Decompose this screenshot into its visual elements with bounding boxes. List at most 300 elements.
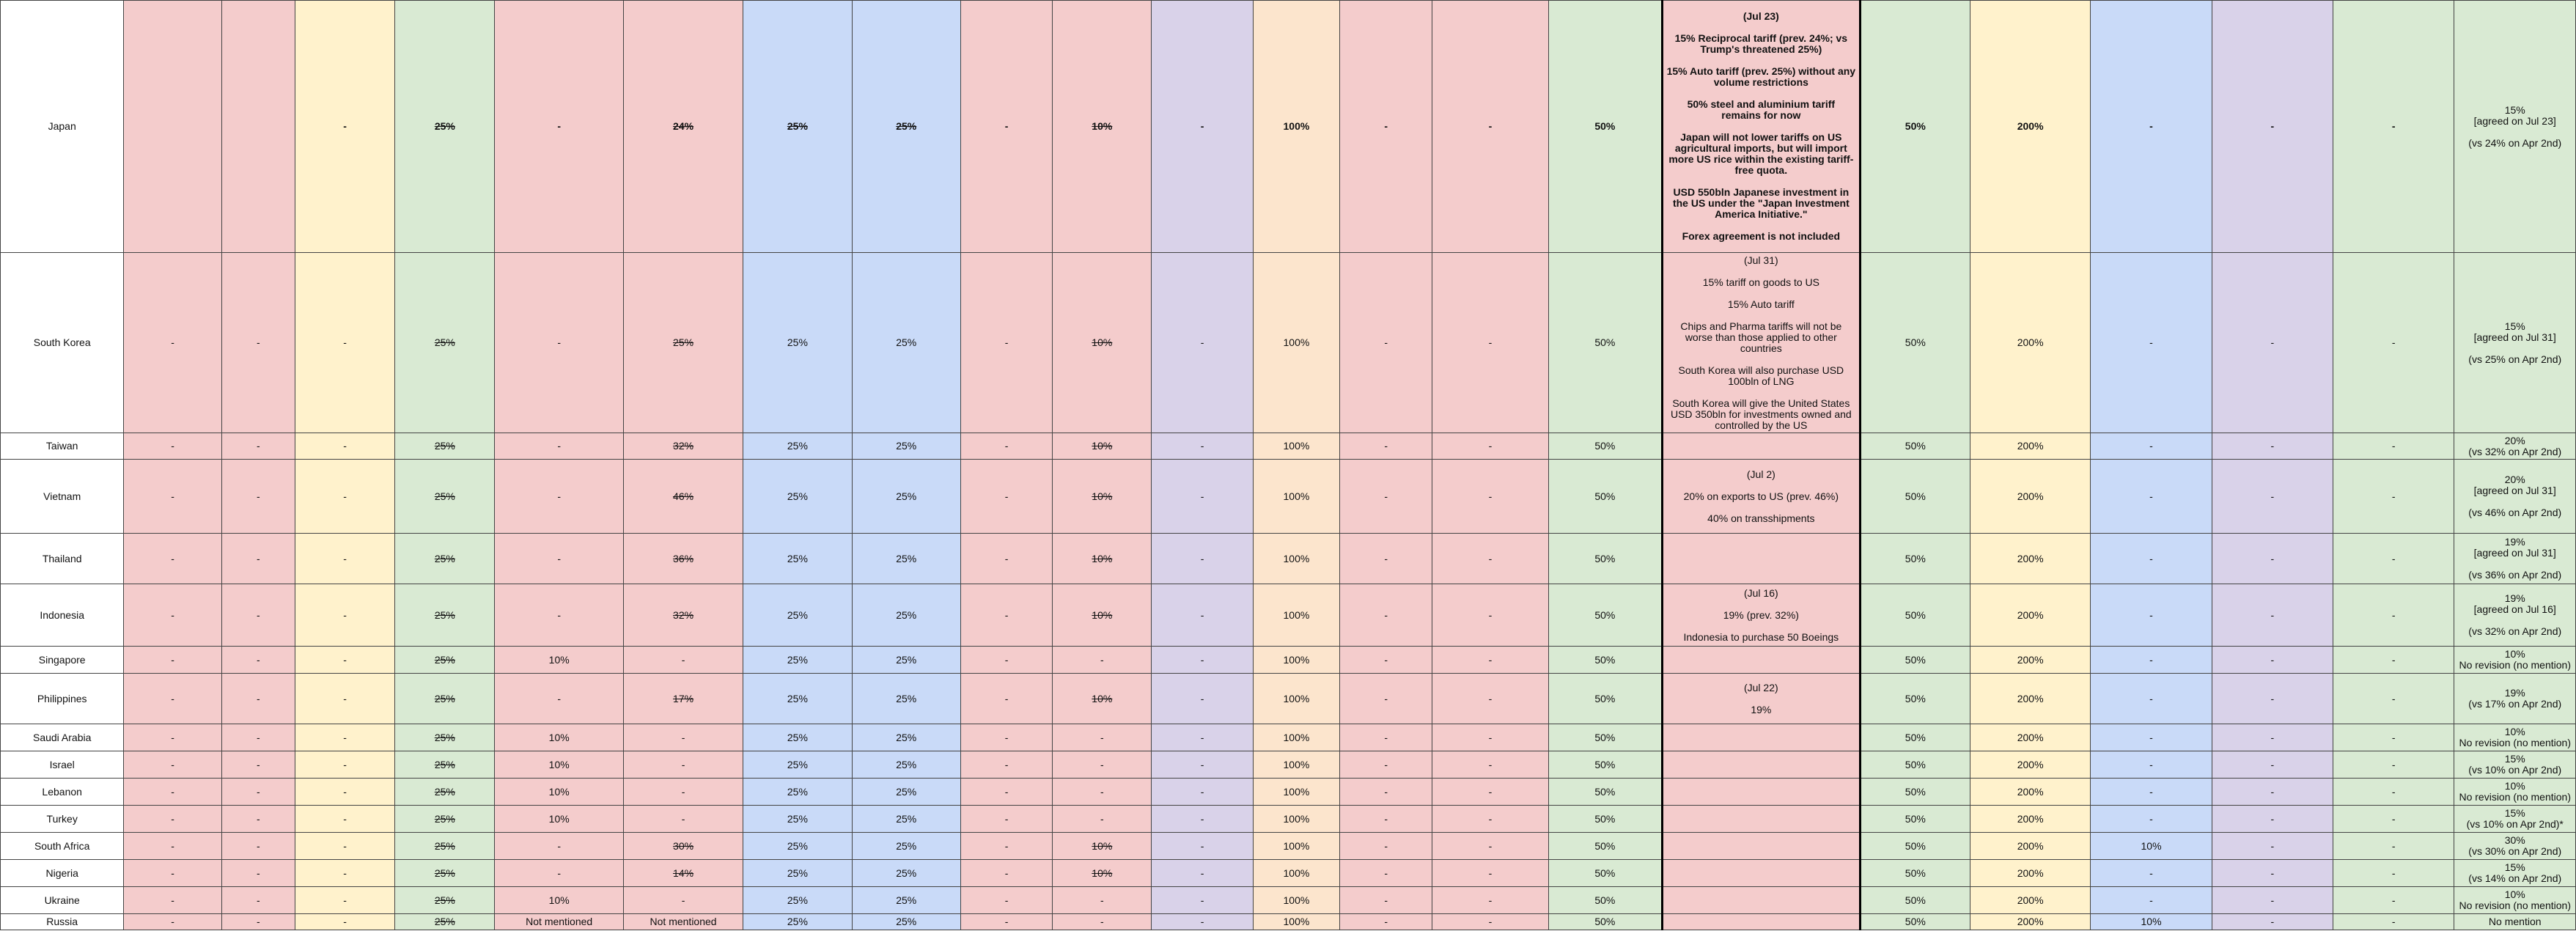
data-cell[interactable] [295, 833, 394, 860]
country-cell[interactable] [1, 534, 124, 584]
data-cell[interactable] [1053, 779, 1152, 806]
data-cell[interactable] [1432, 806, 1548, 833]
data-cell[interactable] [2454, 1, 2576, 253]
data-cell[interactable] [495, 806, 623, 833]
data-cell[interactable] [2212, 460, 2333, 534]
data-cell[interactable] [1860, 647, 1970, 674]
data-cell[interactable] [1253, 724, 1339, 751]
data-cell[interactable] [1548, 1, 1662, 253]
data-cell[interactable] [2212, 833, 2333, 860]
data-cell[interactable] [1152, 860, 1253, 887]
data-cell[interactable] [395, 534, 495, 584]
data-cell[interactable] [1152, 460, 1253, 534]
data-cell[interactable] [495, 674, 623, 724]
data-cell[interactable] [1860, 779, 1970, 806]
data-cell[interactable] [2212, 674, 2333, 724]
data-cell[interactable] [124, 806, 221, 833]
data-cell[interactable] [2333, 806, 2454, 833]
data-cell[interactable] [1253, 779, 1339, 806]
data-cell[interactable] [221, 751, 295, 779]
data-cell[interactable] [1970, 460, 2090, 534]
data-cell[interactable] [1663, 860, 1861, 887]
data-cell[interactable] [1253, 674, 1339, 724]
data-cell[interactable] [2212, 647, 2333, 674]
data-cell[interactable] [124, 647, 221, 674]
country-cell[interactable] [1, 887, 124, 914]
data-cell[interactable] [2091, 584, 2212, 647]
data-cell[interactable] [1340, 433, 1432, 460]
data-cell[interactable] [1340, 253, 1432, 433]
data-cell[interactable] [1152, 674, 1253, 724]
data-cell[interactable] [2454, 860, 2576, 887]
data-cell[interactable] [1860, 433, 1970, 460]
data-cell[interactable] [2454, 751, 2576, 779]
data-cell[interactable] [623, 751, 743, 779]
data-cell[interactable] [221, 584, 295, 647]
data-cell[interactable] [1663, 833, 1861, 860]
data-cell[interactable] [1860, 1, 1970, 253]
data-cell[interactable] [743, 779, 852, 806]
data-cell[interactable] [295, 751, 394, 779]
data-cell[interactable] [395, 914, 495, 930]
data-cell[interactable] [1432, 460, 1548, 534]
data-cell[interactable] [1253, 584, 1339, 647]
country-cell[interactable] [1, 751, 124, 779]
data-cell[interactable] [1860, 914, 1970, 930]
data-cell[interactable] [395, 647, 495, 674]
country-cell[interactable] [1, 779, 124, 806]
data-cell[interactable] [1253, 914, 1339, 930]
data-cell[interactable] [2091, 724, 2212, 751]
data-cell[interactable] [1548, 647, 1662, 674]
data-cell[interactable] [1548, 751, 1662, 779]
data-cell[interactable] [1548, 779, 1662, 806]
data-cell[interactable] [1053, 751, 1152, 779]
data-cell[interactable] [852, 460, 960, 534]
data-cell[interactable] [1340, 806, 1432, 833]
data-cell[interactable] [2333, 914, 2454, 930]
country-cell[interactable] [1, 433, 124, 460]
data-cell[interactable] [1053, 914, 1152, 930]
data-cell[interactable] [1970, 833, 2090, 860]
data-cell[interactable] [221, 833, 295, 860]
data-cell[interactable] [395, 724, 495, 751]
data-cell[interactable] [295, 806, 394, 833]
data-cell[interactable] [395, 1, 495, 253]
data-cell[interactable] [1053, 860, 1152, 887]
data-cell[interactable] [221, 806, 295, 833]
data-cell[interactable] [1432, 914, 1548, 930]
data-cell[interactable] [1663, 647, 1861, 674]
data-cell[interactable] [1053, 887, 1152, 914]
data-cell[interactable] [124, 253, 221, 433]
country-cell[interactable] [1, 914, 124, 930]
data-cell[interactable] [1340, 833, 1432, 860]
data-cell[interactable] [124, 724, 221, 751]
data-cell[interactable] [1152, 833, 1253, 860]
data-cell[interactable] [395, 806, 495, 833]
data-cell[interactable] [960, 647, 1052, 674]
data-cell[interactable] [221, 779, 295, 806]
data-cell[interactable] [2212, 860, 2333, 887]
data-cell[interactable] [1152, 584, 1253, 647]
data-cell[interactable] [395, 460, 495, 534]
data-cell[interactable] [1253, 1, 1339, 253]
country-cell[interactable] [1, 833, 124, 860]
data-cell[interactable] [1663, 779, 1861, 806]
data-cell[interactable] [124, 674, 221, 724]
data-cell[interactable] [1970, 647, 2090, 674]
data-cell[interactable] [1253, 647, 1339, 674]
data-cell[interactable] [395, 674, 495, 724]
data-cell[interactable] [1053, 534, 1152, 584]
data-cell[interactable] [623, 914, 743, 930]
data-cell[interactable] [1970, 674, 2090, 724]
data-cell[interactable] [1053, 674, 1152, 724]
data-cell[interactable] [2091, 1, 2212, 253]
data-cell[interactable] [295, 647, 394, 674]
data-cell[interactable] [960, 534, 1052, 584]
data-cell[interactable] [743, 806, 852, 833]
data-cell[interactable] [2333, 253, 2454, 433]
country-cell[interactable] [1, 806, 124, 833]
data-cell[interactable] [2212, 779, 2333, 806]
data-cell[interactable] [1432, 724, 1548, 751]
data-cell[interactable] [852, 674, 960, 724]
data-cell[interactable] [1152, 534, 1253, 584]
data-cell[interactable] [495, 647, 623, 674]
data-cell[interactable] [743, 674, 852, 724]
data-cell[interactable] [1432, 887, 1548, 914]
data-cell[interactable] [2091, 833, 2212, 860]
data-cell[interactable] [1970, 779, 2090, 806]
data-cell[interactable] [960, 751, 1052, 779]
data-cell[interactable] [295, 674, 394, 724]
data-cell[interactable] [2333, 724, 2454, 751]
data-cell[interactable] [1663, 584, 1861, 647]
data-cell[interactable] [1860, 833, 1970, 860]
data-cell[interactable] [1340, 751, 1432, 779]
data-cell[interactable] [743, 584, 852, 647]
data-cell[interactable] [495, 584, 623, 647]
data-cell[interactable] [1053, 253, 1152, 433]
data-cell[interactable] [1432, 674, 1548, 724]
data-cell[interactable] [960, 833, 1052, 860]
data-cell[interactable] [1340, 887, 1432, 914]
data-cell[interactable] [295, 534, 394, 584]
data-cell[interactable] [1860, 584, 1970, 647]
data-cell[interactable] [1548, 534, 1662, 584]
data-cell[interactable] [395, 253, 495, 433]
data-cell[interactable] [1548, 460, 1662, 534]
data-cell[interactable] [1548, 724, 1662, 751]
data-cell[interactable] [1548, 806, 1662, 833]
data-cell[interactable] [852, 887, 960, 914]
data-cell[interactable] [1663, 914, 1861, 930]
data-cell[interactable] [1053, 1, 1152, 253]
data-cell[interactable] [1152, 724, 1253, 751]
data-cell[interactable] [960, 806, 1052, 833]
data-cell[interactable] [495, 914, 623, 930]
data-cell[interactable] [1860, 751, 1970, 779]
data-cell[interactable] [2333, 860, 2454, 887]
data-cell[interactable] [2333, 887, 2454, 914]
data-cell[interactable] [495, 253, 623, 433]
data-cell[interactable] [2091, 779, 2212, 806]
data-cell[interactable] [1548, 674, 1662, 724]
data-cell[interactable] [1152, 779, 1253, 806]
data-cell[interactable] [221, 534, 295, 584]
data-cell[interactable] [960, 779, 1052, 806]
data-cell[interactable] [623, 460, 743, 534]
data-cell[interactable] [743, 833, 852, 860]
data-cell[interactable] [1860, 806, 1970, 833]
data-cell[interactable] [2333, 751, 2454, 779]
data-cell[interactable] [1432, 433, 1548, 460]
data-cell[interactable] [495, 433, 623, 460]
data-cell[interactable] [743, 724, 852, 751]
data-cell[interactable] [1970, 887, 2090, 914]
data-cell[interactable] [1253, 460, 1339, 534]
data-cell[interactable] [221, 860, 295, 887]
data-cell[interactable] [2454, 806, 2576, 833]
data-cell[interactable] [1253, 253, 1339, 433]
data-cell[interactable] [2212, 914, 2333, 930]
data-cell[interactable] [1152, 1, 1253, 253]
data-cell[interactable] [1152, 433, 1253, 460]
data-cell[interactable] [852, 647, 960, 674]
data-cell[interactable] [623, 253, 743, 433]
data-cell[interactable] [1548, 584, 1662, 647]
data-cell[interactable] [1253, 534, 1339, 584]
data-cell[interactable] [395, 887, 495, 914]
data-cell[interactable] [1053, 584, 1152, 647]
data-cell[interactable] [495, 724, 623, 751]
data-cell[interactable] [221, 433, 295, 460]
data-cell[interactable] [2091, 806, 2212, 833]
data-cell[interactable] [1432, 833, 1548, 860]
data-cell[interactable] [1548, 914, 1662, 930]
data-cell[interactable] [2454, 534, 2576, 584]
data-cell[interactable] [1432, 253, 1548, 433]
data-cell[interactable] [2212, 253, 2333, 433]
data-cell[interactable] [1970, 860, 2090, 887]
data-cell[interactable] [2091, 914, 2212, 930]
data-cell[interactable] [1548, 887, 1662, 914]
data-cell[interactable] [124, 584, 221, 647]
data-cell[interactable] [2212, 887, 2333, 914]
data-cell[interactable] [495, 460, 623, 534]
data-cell[interactable] [1663, 887, 1861, 914]
data-cell[interactable] [2454, 724, 2576, 751]
data-cell[interactable] [1663, 806, 1861, 833]
data-cell[interactable] [1253, 751, 1339, 779]
data-cell[interactable] [2091, 253, 2212, 433]
data-cell[interactable] [395, 833, 495, 860]
data-cell[interactable] [1053, 724, 1152, 751]
data-cell[interactable] [623, 534, 743, 584]
data-cell[interactable] [2454, 779, 2576, 806]
data-cell[interactable] [124, 833, 221, 860]
data-cell[interactable] [395, 584, 495, 647]
data-cell[interactable] [2091, 674, 2212, 724]
data-cell[interactable] [1152, 647, 1253, 674]
country-cell[interactable] [1, 253, 124, 433]
data-cell[interactable] [1253, 860, 1339, 887]
data-cell[interactable] [295, 887, 394, 914]
data-cell[interactable] [1053, 433, 1152, 460]
data-cell[interactable] [960, 584, 1052, 647]
data-cell[interactable] [2091, 751, 2212, 779]
data-cell[interactable] [124, 860, 221, 887]
data-cell[interactable] [743, 751, 852, 779]
data-cell[interactable] [852, 724, 960, 751]
country-cell[interactable] [1, 647, 124, 674]
data-cell[interactable] [1432, 779, 1548, 806]
data-cell[interactable] [295, 914, 394, 930]
data-cell[interactable] [1053, 806, 1152, 833]
data-cell[interactable] [2454, 584, 2576, 647]
data-cell[interactable] [1432, 860, 1548, 887]
data-cell[interactable] [1432, 751, 1548, 779]
data-cell[interactable] [295, 433, 394, 460]
data-cell[interactable] [1340, 647, 1432, 674]
data-cell[interactable] [1970, 724, 2090, 751]
data-cell[interactable] [1970, 1, 2090, 253]
data-cell[interactable] [960, 433, 1052, 460]
data-cell[interactable] [960, 724, 1052, 751]
data-cell[interactable] [295, 724, 394, 751]
country-cell[interactable] [1, 724, 124, 751]
data-cell[interactable] [2333, 1, 2454, 253]
data-cell[interactable] [1970, 751, 2090, 779]
data-cell[interactable] [221, 674, 295, 724]
data-cell[interactable] [2091, 433, 2212, 460]
data-cell[interactable] [221, 724, 295, 751]
data-cell[interactable] [960, 674, 1052, 724]
data-cell[interactable] [1253, 806, 1339, 833]
data-cell[interactable] [1860, 460, 1970, 534]
data-cell[interactable] [295, 253, 394, 433]
data-cell[interactable] [2333, 674, 2454, 724]
data-cell[interactable] [1152, 887, 1253, 914]
data-cell[interactable] [623, 433, 743, 460]
data-cell[interactable] [2212, 751, 2333, 779]
country-cell[interactable] [1, 1, 124, 253]
data-cell[interactable] [2454, 674, 2576, 724]
data-cell[interactable] [124, 534, 221, 584]
data-cell[interactable] [2212, 433, 2333, 460]
data-cell[interactable] [1432, 647, 1548, 674]
data-cell[interactable] [960, 253, 1052, 433]
data-cell[interactable] [1340, 534, 1432, 584]
data-cell[interactable] [1053, 647, 1152, 674]
data-cell[interactable] [221, 887, 295, 914]
data-cell[interactable] [1152, 806, 1253, 833]
data-cell[interactable] [124, 433, 221, 460]
data-cell[interactable] [623, 806, 743, 833]
data-cell[interactable] [495, 751, 623, 779]
data-cell[interactable] [395, 860, 495, 887]
data-cell[interactable] [1432, 534, 1548, 584]
data-cell[interactable] [2454, 833, 2576, 860]
data-cell[interactable] [1340, 914, 1432, 930]
data-cell[interactable] [1253, 833, 1339, 860]
data-cell[interactable] [495, 860, 623, 887]
data-cell[interactable] [1663, 433, 1861, 460]
data-cell[interactable] [124, 914, 221, 930]
data-cell[interactable] [1663, 460, 1861, 534]
data-cell[interactable] [1970, 914, 2090, 930]
data-cell[interactable] [743, 534, 852, 584]
data-cell[interactable] [623, 887, 743, 914]
data-cell[interactable] [1253, 887, 1339, 914]
data-cell[interactable] [2091, 534, 2212, 584]
data-cell[interactable] [623, 779, 743, 806]
data-cell[interactable] [743, 253, 852, 433]
data-cell[interactable] [852, 584, 960, 647]
data-cell[interactable] [2212, 1, 2333, 253]
data-cell[interactable] [623, 860, 743, 887]
data-cell[interactable] [960, 887, 1052, 914]
data-cell[interactable] [1860, 674, 1970, 724]
data-cell[interactable] [295, 460, 394, 534]
data-cell[interactable] [623, 724, 743, 751]
data-cell[interactable] [1548, 860, 1662, 887]
data-cell[interactable] [960, 1, 1052, 253]
data-cell[interactable] [1970, 534, 2090, 584]
country-cell[interactable] [1, 674, 124, 724]
data-cell[interactable] [852, 433, 960, 460]
data-cell[interactable] [743, 433, 852, 460]
country-cell[interactable] [1, 584, 124, 647]
data-cell[interactable] [495, 779, 623, 806]
data-cell[interactable] [2454, 887, 2576, 914]
data-cell[interactable] [1340, 674, 1432, 724]
data-cell[interactable] [743, 887, 852, 914]
data-cell[interactable] [124, 887, 221, 914]
data-cell[interactable] [124, 1, 221, 253]
data-cell[interactable] [221, 914, 295, 930]
data-cell[interactable] [852, 534, 960, 584]
data-cell[interactable] [1860, 534, 1970, 584]
data-cell[interactable] [1860, 724, 1970, 751]
data-cell[interactable] [1152, 751, 1253, 779]
data-cell[interactable] [960, 460, 1052, 534]
data-cell[interactable] [2454, 253, 2576, 433]
data-cell[interactable] [852, 833, 960, 860]
data-cell[interactable] [2212, 806, 2333, 833]
data-cell[interactable] [1340, 860, 1432, 887]
data-cell[interactable] [295, 860, 394, 887]
data-cell[interactable] [1663, 674, 1861, 724]
data-cell[interactable] [623, 674, 743, 724]
data-cell[interactable] [1663, 253, 1861, 433]
data-cell[interactable] [960, 860, 1052, 887]
data-cell[interactable] [2212, 724, 2333, 751]
data-cell[interactable] [623, 584, 743, 647]
data-cell[interactable] [2333, 779, 2454, 806]
data-cell[interactable] [1340, 1, 1432, 253]
data-cell[interactable] [1152, 253, 1253, 433]
data-cell[interactable] [1970, 806, 2090, 833]
data-cell[interactable] [2333, 833, 2454, 860]
data-cell[interactable] [743, 914, 852, 930]
data-cell[interactable] [743, 860, 852, 887]
country-cell[interactable] [1, 460, 124, 534]
data-cell[interactable] [2333, 534, 2454, 584]
data-cell[interactable] [743, 647, 852, 674]
